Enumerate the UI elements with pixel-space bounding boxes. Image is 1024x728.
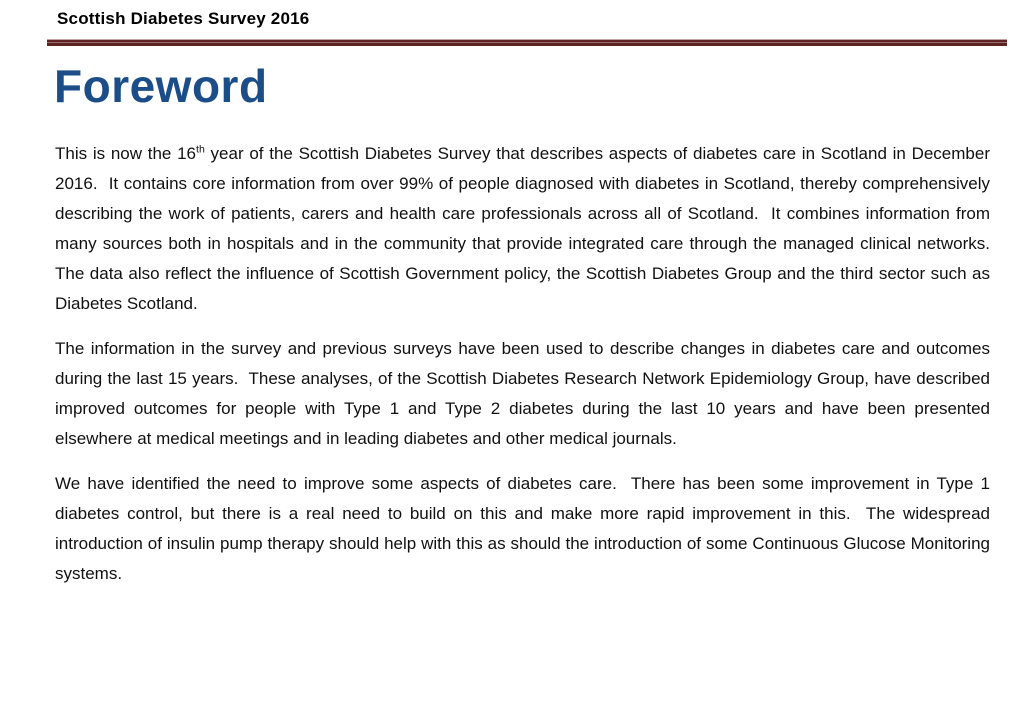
paragraph <box>55 469 995 589</box>
paragraph-text: year of the Scottish Diabetes Survey that describes aspects of diabetes care in Scotland in December 2016. It contains core information from over 99% of people diagnosed with diabetes in Scotland, thereby comprehensively describing the work of patients, carers and health care professionals across all of Scotland. It combines information from many sources both in hospitals and in the community that provide integrated care through the managed clinical networks. The data also reflect the influence of Scottish Government policy, the Scottish Diabetes Group and the third sector such as Diabetes Scotland. <box>55 144 1000 313</box>
page-title: Foreword <box>54 60 268 112</box>
document-body <box>55 139 1000 589</box>
paragraph-text: The information in the survey and previous surveys have been used to describe changes in diabetes care and outcomes during the last 15 years. These analyses, of the Scottish Diabetes Research Network Epidemiology Group, have described improved outcomes for people with Type 1 and Type 2 diabetes during the last 10 years and have been presented elsewhere at medical meetings and in leading diabetes and other medical journals. <box>55 339 995 448</box>
paragraph <box>55 139 1000 319</box>
paragraph <box>55 334 995 454</box>
paragraph-text: This is now the 16 <box>55 144 197 163</box>
header-rule <box>47 39 1007 46</box>
running-header-title: Scottish Diabetes Survey 2016 <box>57 9 310 28</box>
header-rule-dark-line-b <box>47 43 1007 46</box>
superscript-text: th <box>196 143 205 156</box>
paragraph-text: We have identified the need to improve some aspects of diabetes care. There has been some improvement in Type 1 diabetes control, but there is a real need to build on this and make more rapid improvement in this. The widespread introduction of insulin pump therapy should help with this as should the introduction of some Continuous Glucose Monitoring systems. <box>55 474 995 583</box>
